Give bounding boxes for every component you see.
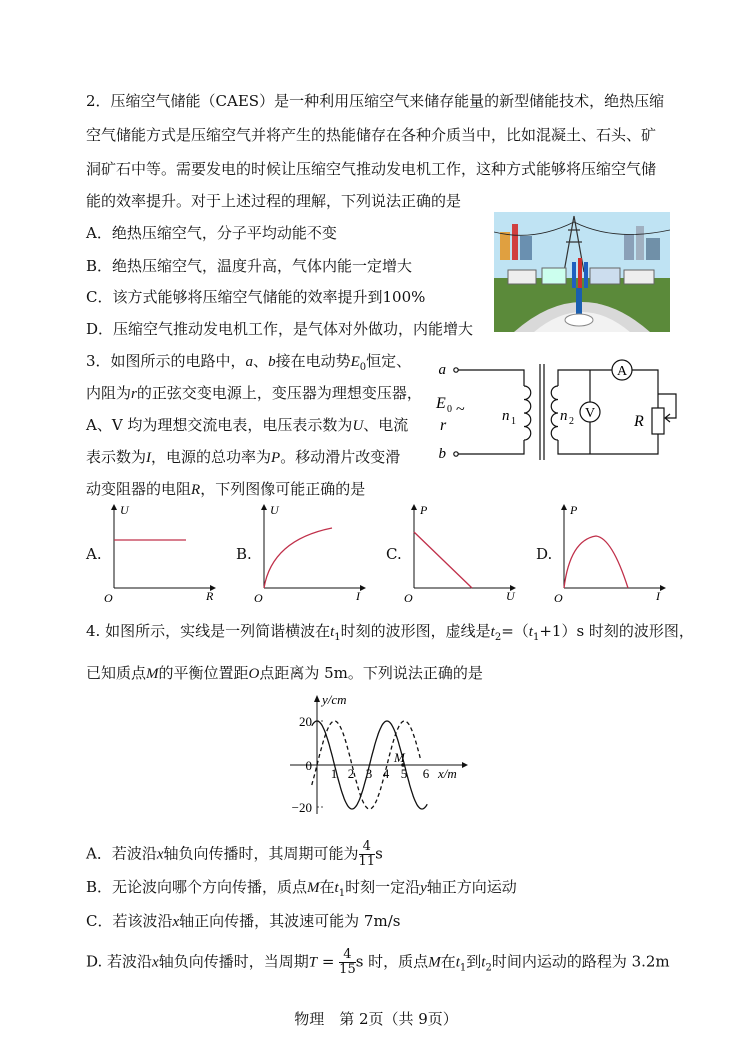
svg-text:2: 2 <box>569 416 574 427</box>
x-tick: 5 <box>400 766 408 781</box>
q3-graph-b <box>252 500 372 604</box>
y-tick-20: 20 <box>299 714 312 729</box>
x-tick: 4 <box>382 766 390 781</box>
svg-text:P: P <box>420 503 428 517</box>
svg-text:I: I <box>356 589 360 603</box>
y-tick-0: 0 <box>305 758 312 773</box>
emf-subscript: 0 <box>447 404 452 415</box>
q4-line-2: 已知质点M的平衡位置距O点距离为 5m。下列说法正确的是 <box>86 664 483 682</box>
rheostat-label: R <box>634 413 644 430</box>
q3-graph-b-option: B. <box>236 545 252 563</box>
q4-line-1: 4. 如图所示，实线是一列简谐横波在$t_1$时刻的波形图，虚线是$t_2=(t_1+1)s$ 时刻的波形图， <box>86 622 694 643</box>
q2-option-d: D．压缩空气推动发电机工作，是气体对外做功，内能增大 <box>86 320 474 338</box>
q2-line-3: 洞矿石中等。需要发电的时候让压缩空气推动发电机工作，这种方式能够将压缩空气储 <box>86 160 657 178</box>
point-m-label: M <box>394 750 405 765</box>
svg-text:I: I <box>656 589 660 603</box>
q2-line-1: 2．压缩空气储能（CAES）是一种利用压缩空气来储存能量的新型储能技术，绝热压缩 <box>86 92 665 110</box>
terminal-b-label: b <box>438 446 446 462</box>
q3-line-3: A、V 均为理想交流电表，电压表示数为U、电流 <box>86 416 409 434</box>
q4-option-a: A．若波沿x轴负向传播时，其周期可能为 $\frac{4}{11}$ s <box>86 839 383 869</box>
q3-graph-a-option: A. <box>86 545 102 563</box>
terminal-a-label: a <box>438 362 446 378</box>
q4-option-d: D. 若波沿x轴负向传播时，当周期T = $\frac{4}{15}$ s 时，质点M在$t_1$到$t_2$时间内运动的路程为 3.2m <box>86 947 670 977</box>
q4-option-b: B．无论波向哪个方向传播，质点M在$t_1$时刻一定沿y轴正方向运动 <box>86 878 517 899</box>
q3-graph-a <box>102 500 222 604</box>
x-tick: 2 <box>347 766 355 781</box>
q4-option-c: C．若该波沿x轴正向传播，其波速可能为 7m/s <box>86 912 401 930</box>
emf-label: E <box>436 395 446 412</box>
svg-text:U: U <box>120 503 129 517</box>
transformer-circuit <box>428 356 678 468</box>
svg-text:O: O <box>254 591 263 604</box>
svg-text:U: U <box>506 589 515 603</box>
x-tick: 3 <box>365 766 373 781</box>
svg-text:U: U <box>270 503 279 517</box>
q2-option-c: C．该方式能够将压缩空气储能的效率提升到100% <box>86 288 426 306</box>
ac-symbol: ~ <box>456 401 465 418</box>
q3-graph-d-option: D. <box>536 545 553 563</box>
y-tick-neg20: −20 <box>291 800 312 815</box>
x-axis-label: x/m <box>438 766 457 781</box>
ammeter: A <box>616 364 628 379</box>
caes-illustration <box>494 212 670 332</box>
y-axis-label: y/cm <box>322 692 347 707</box>
q3-line-1: 3．如图所示的电路中，a、b接在电动势$E_0$恒定、 <box>86 352 412 373</box>
q3-graph-d <box>552 500 672 604</box>
n2-label: n <box>560 408 568 424</box>
n1-label: n <box>502 408 510 424</box>
q3-line-2: 内阻为r的正弦交变电源上，变压器为理想变压器， <box>86 384 422 402</box>
q2-option-b: B．绝热压缩空气，温度升高，气体内能一定增大 <box>86 257 413 275</box>
q2-option-a: A．绝热压缩空气，分子平均动能不变 <box>86 224 337 242</box>
svg-text:R: R <box>206 589 214 603</box>
page-footer: 物理 第 2页（共 9页） <box>294 1010 458 1028</box>
svg-text:P: P <box>570 503 578 517</box>
q3-graph-c-option: C. <box>386 545 402 563</box>
q3-line-5: 动变阻器的电阻R，下列图像可能正确的是 <box>86 480 366 498</box>
wave-graph <box>280 690 470 820</box>
svg-text:O: O <box>104 591 113 604</box>
voltmeter: V <box>584 406 596 421</box>
q3-graph-c <box>402 500 522 604</box>
svg-text:1: 1 <box>511 416 516 427</box>
svg-text:O: O <box>554 591 563 604</box>
svg-text:O: O <box>404 591 413 604</box>
q3-line-4: 表示数为I，电源的总功率为P。移动滑片改变滑 <box>86 448 401 466</box>
internal-resistance-label: r <box>440 417 447 434</box>
q2-line-4: 能的效率提升。对于上述过程的理解，下列说法正确的是 <box>86 192 462 210</box>
x-tick: 6 <box>422 766 430 781</box>
x-tick: 1 <box>330 766 338 781</box>
q2-line-2: 空气储能方式是压缩空气并将产生的热能储存在各种介质当中，比如混凝土、石头、矿 <box>86 126 657 144</box>
